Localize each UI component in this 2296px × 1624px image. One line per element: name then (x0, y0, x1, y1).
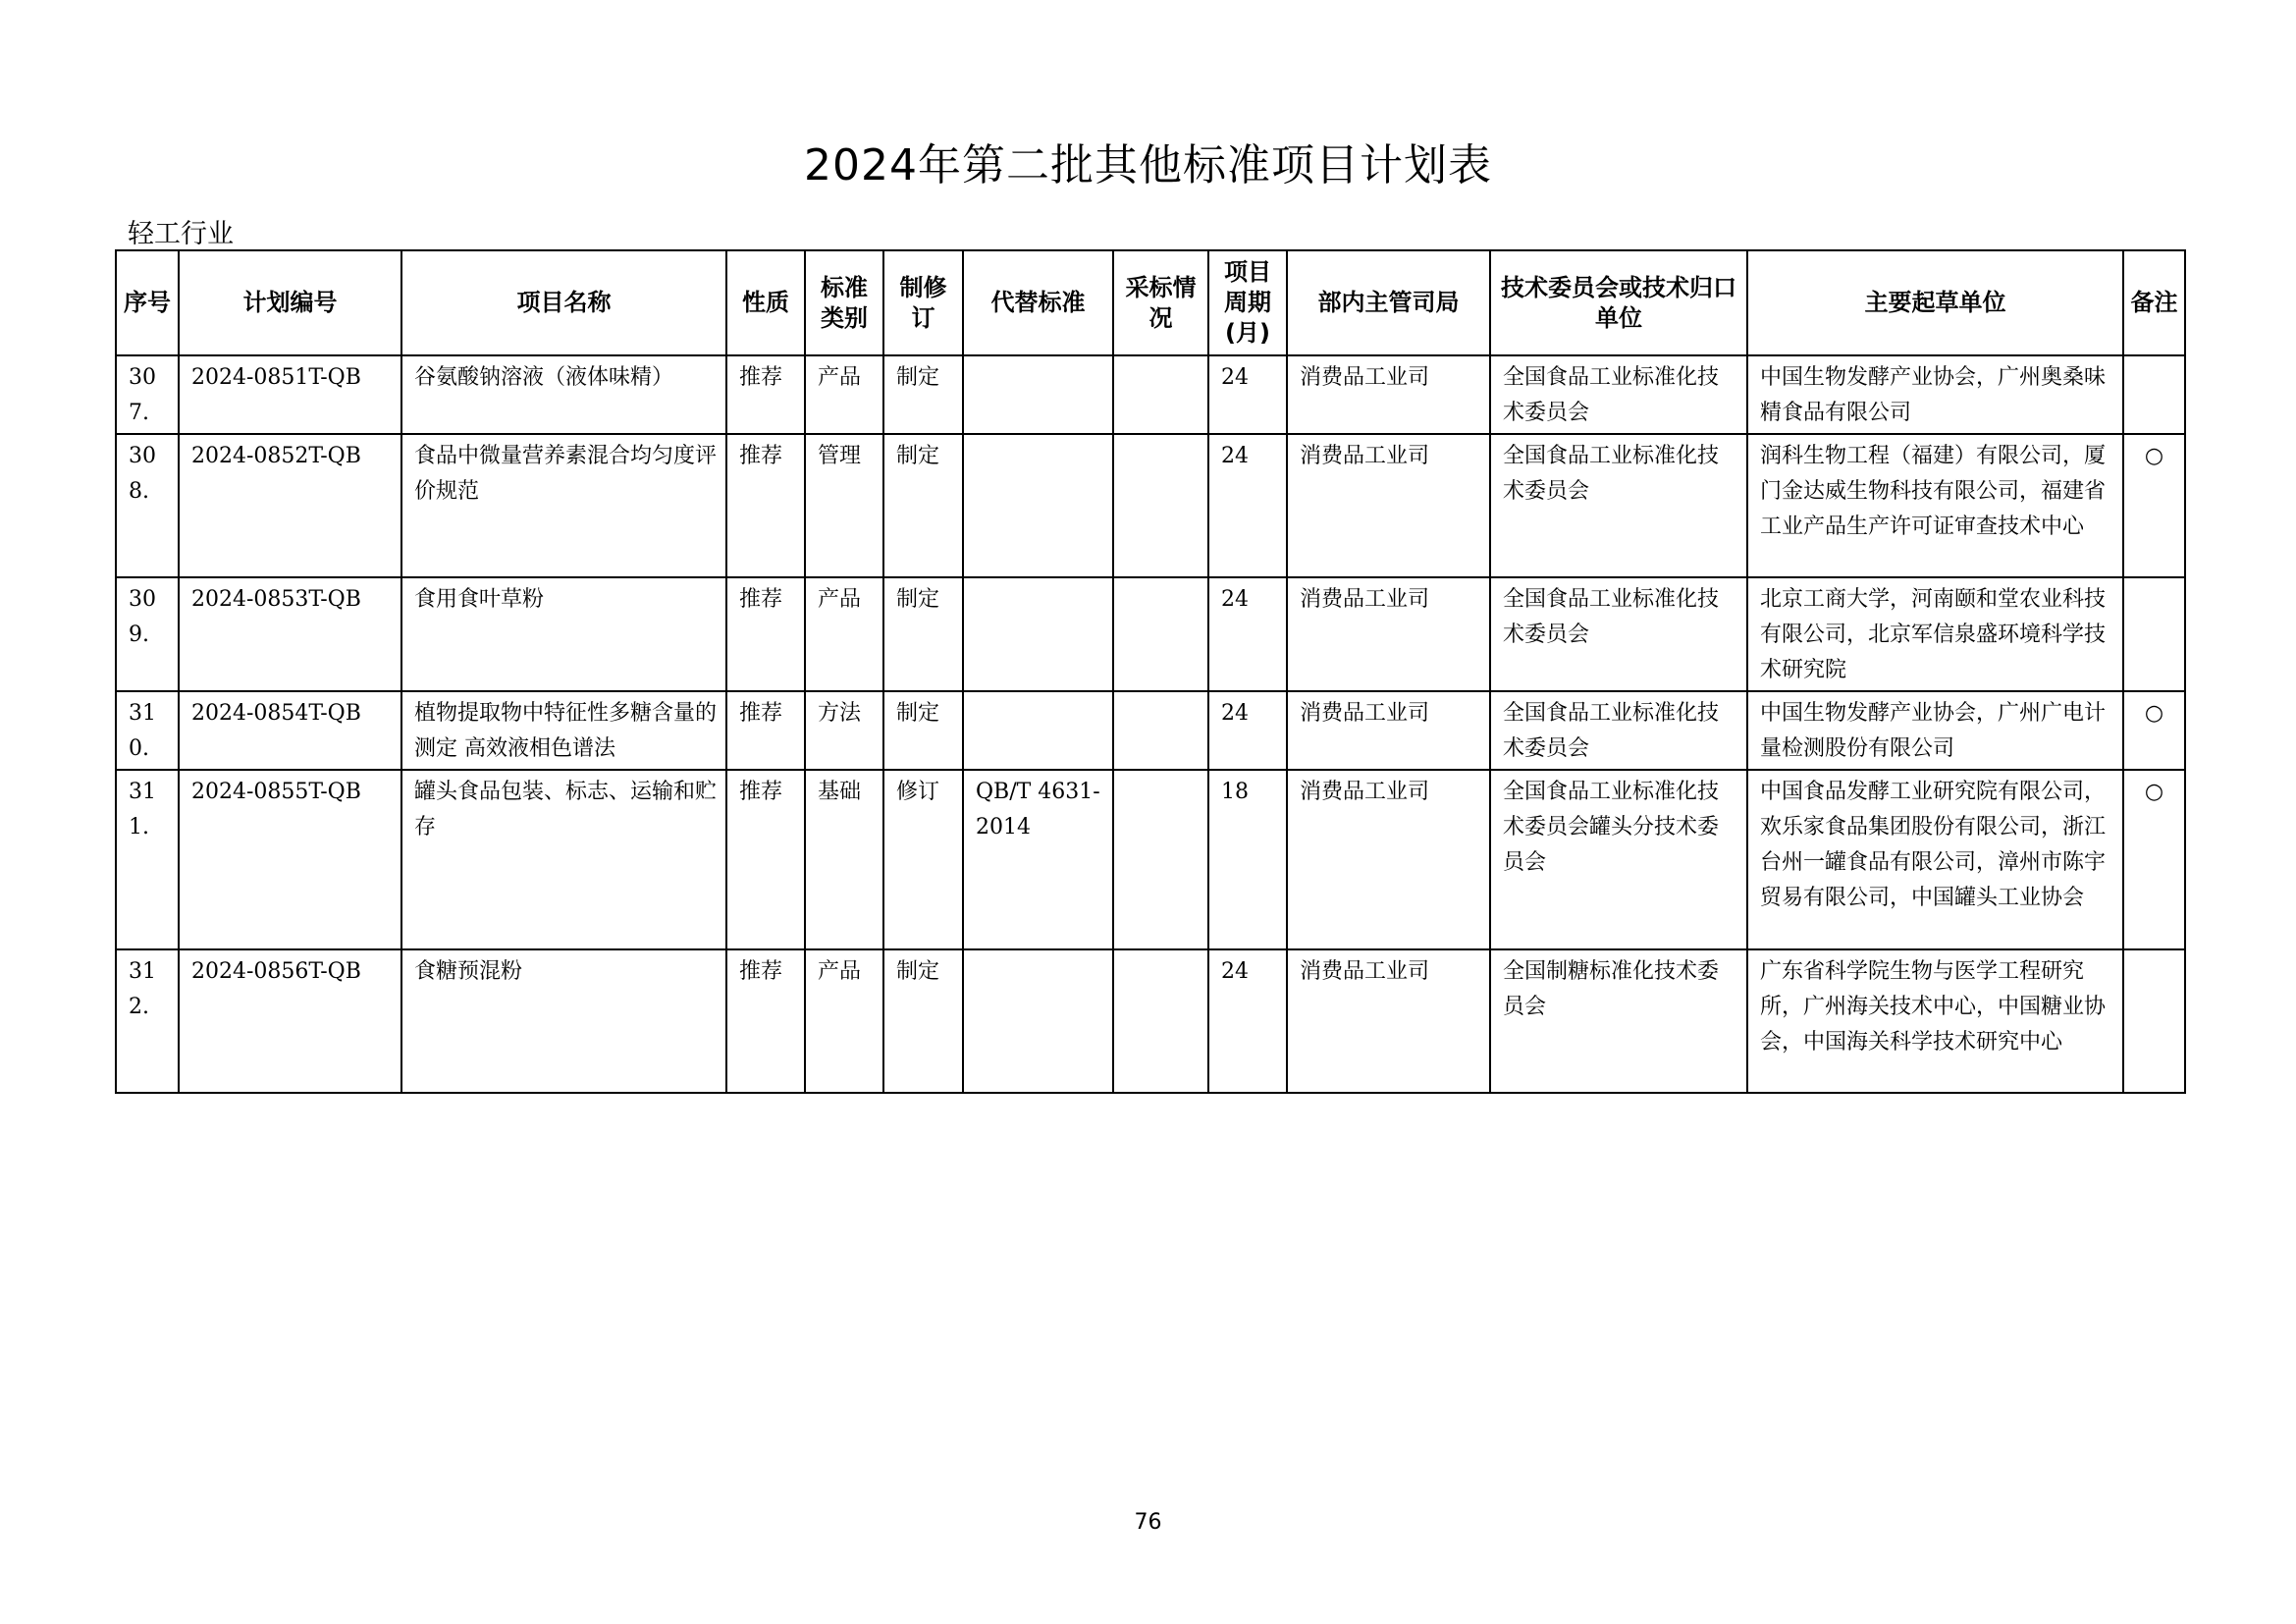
cell-name: 食用食叶草粉 (401, 577, 726, 691)
cell-plan-no: 2024-0852T-QB (179, 434, 401, 577)
cell-revision: 制定 (883, 434, 963, 577)
cell-revision: 制定 (883, 949, 963, 1093)
cell-adoption (1113, 770, 1208, 949)
cell-name: 食糖预混粉 (401, 949, 726, 1093)
cell-period: 24 (1208, 355, 1287, 434)
cell-category: 产品 (805, 577, 883, 691)
cell-drafters: 润科生物工程（福建）有限公司，厦门金达威生物科技有限公司，福建省工业产品生产许可证审查技术中心 (1747, 434, 2123, 577)
cell-plan-no: 2024-0855T-QB (179, 770, 401, 949)
cell-replaces: QB/T 4631-2014 (963, 770, 1113, 949)
header-period: 项目周期(月) (1208, 250, 1287, 355)
cell-remark (2123, 577, 2185, 691)
cell-drafters: 中国生物发酵产业协会，广州奥桑味精食品有限公司 (1747, 355, 2123, 434)
cell-dept: 消费品工业司 (1287, 355, 1490, 434)
cell-replaces (963, 949, 1113, 1093)
cell-plan-no: 2024-0854T-QB (179, 691, 401, 770)
header-adoption: 采标情况 (1113, 250, 1208, 355)
cell-committee: 全国食品工业标准化技术委员会 (1490, 691, 1747, 770)
plan-table (115, 249, 2186, 1094)
header-dept: 部内主管司局 (1287, 250, 1490, 355)
cell-committee: 全国制糖标准化技术委员会 (1490, 949, 1747, 1093)
cell-drafters: 广东省科学院生物与医学工程研究所，广州海关技术中心，中国糖业协会，中国海关科学技术研究中心 (1747, 949, 2123, 1093)
cell-revision: 制定 (883, 577, 963, 691)
header-name: 项目名称 (401, 250, 726, 355)
header-revision: 制修订 (883, 250, 963, 355)
cell-revision: 制定 (883, 355, 963, 434)
cell-category: 管理 (805, 434, 883, 577)
cell-seq: 307. (116, 355, 179, 434)
header-plan-no: 计划编号 (179, 250, 401, 355)
cell-replaces (963, 577, 1113, 691)
cell-drafters: 北京工商大学，河南颐和堂农业科技有限公司，北京军信泉盛环境科学技术研究院 (1747, 577, 2123, 691)
cell-replaces (963, 434, 1113, 577)
cell-nature: 推荐 (726, 949, 805, 1093)
cell-nature: 推荐 (726, 434, 805, 577)
cell-replaces (963, 355, 1113, 434)
cell-drafters: 中国食品发酵工业研究院有限公司，欢乐家食品集团股份有限公司，浙江台州一罐食品有限公司，漳州市陈宇贸易有限公司，中国罐头工业协会 (1747, 770, 2123, 949)
cell-period: 24 (1208, 577, 1287, 691)
cell-drafters: 中国生物发酵产业协会，广州广电计量检测股份有限公司 (1747, 691, 2123, 770)
header-replaces: 代替标准 (963, 250, 1113, 355)
cell-plan-no: 2024-0853T-QB (179, 577, 401, 691)
cell-name: 谷氨酸钠溶液（液体味精） (401, 355, 726, 434)
cell-category: 基础 (805, 770, 883, 949)
cell-seq: 312. (116, 949, 179, 1093)
cell-adoption (1113, 949, 1208, 1093)
table-row (116, 355, 2185, 434)
cell-committee: 全国食品工业标准化技术委员会 (1490, 434, 1747, 577)
cell-category: 产品 (805, 949, 883, 1093)
cell-plan-no: 2024-0851T-QB (179, 355, 401, 434)
cell-nature: 推荐 (726, 355, 805, 434)
header-drafters: 主要起草单位 (1747, 250, 2123, 355)
cell-category: 方法 (805, 691, 883, 770)
table-row (116, 949, 2185, 1093)
cell-remark: ○ (2123, 770, 2185, 949)
cell-dept: 消费品工业司 (1287, 770, 1490, 949)
cell-seq: 310. (116, 691, 179, 770)
header-row (116, 250, 2185, 355)
cell-nature: 推荐 (726, 577, 805, 691)
header-nature: 性质 (726, 250, 805, 355)
cell-dept: 消费品工业司 (1287, 434, 1490, 577)
cell-adoption (1113, 355, 1208, 434)
table-row (116, 434, 2185, 577)
cell-name: 食品中微量营养素混合均匀度评价规范 (401, 434, 726, 577)
cell-plan-no: 2024-0856T-QB (179, 949, 401, 1093)
header-committee: 技术委员会或技术归口单位 (1490, 250, 1747, 355)
cell-period: 18 (1208, 770, 1287, 949)
header-remark: 备注 (2123, 250, 2185, 355)
table-row (116, 770, 2185, 949)
cell-adoption (1113, 434, 1208, 577)
header-seq: 序号 (116, 250, 179, 355)
cell-remark: ○ (2123, 434, 2185, 577)
cell-adoption (1113, 691, 1208, 770)
cell-category: 产品 (805, 355, 883, 434)
cell-seq: 309. (116, 577, 179, 691)
cell-name: 罐头食品包装、标志、运输和贮存 (401, 770, 726, 949)
cell-period: 24 (1208, 691, 1287, 770)
cell-committee: 全国食品工业标准化技术委员会 (1490, 355, 1747, 434)
cell-committee: 全国食品工业标准化技术委员会罐头分技术委员会 (1490, 770, 1747, 949)
table-row (116, 691, 2185, 770)
section-label: 轻工行业 (128, 219, 234, 249)
cell-remark: ○ (2123, 691, 2185, 770)
cell-nature: 推荐 (726, 691, 805, 770)
cell-revision: 制定 (883, 691, 963, 770)
table-row (116, 577, 2185, 691)
cell-dept: 消费品工业司 (1287, 577, 1490, 691)
cell-seq: 311. (116, 770, 179, 949)
cell-name: 植物提取物中特征性多糖含量的测定 高效液相色谱法 (401, 691, 726, 770)
page-title: 2024年第二批其他标准项目计划表 (804, 140, 1492, 190)
cell-period: 24 (1208, 949, 1287, 1093)
cell-remark (2123, 949, 2185, 1093)
cell-remark (2123, 355, 2185, 434)
cell-period: 24 (1208, 434, 1287, 577)
cell-dept: 消费品工业司 (1287, 691, 1490, 770)
cell-adoption (1113, 577, 1208, 691)
cell-dept: 消费品工业司 (1287, 949, 1490, 1093)
cell-committee: 全国食品工业标准化技术委员会 (1490, 577, 1747, 691)
cell-revision: 修订 (883, 770, 963, 949)
cell-nature: 推荐 (726, 770, 805, 949)
cell-seq: 308. (116, 434, 179, 577)
header-category: 标准类别 (805, 250, 883, 355)
cell-replaces (963, 691, 1113, 770)
page-number: 76 (1134, 1510, 1162, 1535)
